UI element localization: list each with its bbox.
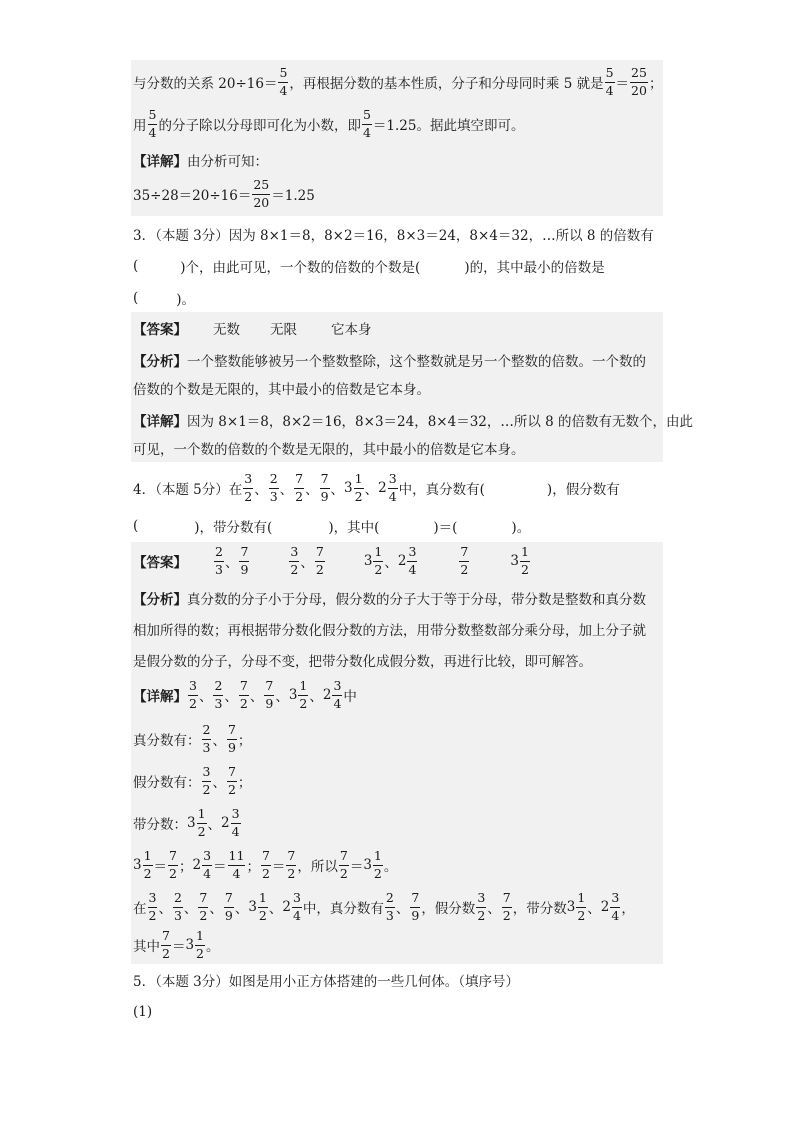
denominator: 2 (295, 488, 304, 504)
numerator: 25 (630, 67, 648, 83)
text: ，假分数 (421, 901, 476, 917)
denominator: 4 (605, 82, 614, 98)
separator: 、 (305, 482, 319, 498)
fraction (320, 473, 330, 503)
q3-detail-line-2 (133, 436, 525, 460)
text: 真分数有： (133, 733, 201, 749)
denominator: 20 (253, 194, 270, 210)
numerator: 7 (239, 546, 249, 562)
text: ＝1.25。据此填空即可。 (372, 118, 525, 134)
q3-question-line-3 (133, 286, 195, 310)
text: 3．（本题 3分）因为 8×1＝8，8×2＝16，8×3＝24，8×4＝32，…所以 8 的倍数有 (133, 228, 654, 244)
denominator: 9 (320, 488, 329, 504)
q3-answer-line (133, 316, 372, 340)
q3-analysis-line-1 (133, 348, 646, 372)
fraction (605, 67, 615, 97)
denominator: 20 (631, 82, 647, 98)
text: 中 (343, 689, 357, 705)
separator: 、 (254, 482, 268, 498)
text: )。 (511, 520, 531, 536)
equals: ＝ (615, 76, 630, 92)
q4-detail-summary: 在 $\frac{3}{2}$ 、 $\frac{2}{3}$ 、 $\frac{7}{2}$ 、 $\frac{7}{9}$ 、 3 $\frac{1}{2}$ 、 2 $\frac{3}{4}$ 中，真分数有 $\frac{2}{3}$ 、 $\frac{7}{9}$ ，假分数 $\frac{3}{2}$ 、 $\frac{7}{2}$ ，带分数 3 $\frac{1}{2}$ 、 2 $\frac{3}{4}$ ， (133, 890, 635, 923)
fraction (148, 109, 158, 139)
answer-item: 无限 (270, 322, 297, 338)
numerator: 3 (289, 546, 299, 562)
fraction (630, 67, 648, 97)
separator: 、 (234, 901, 249, 917)
numerator: 2 (269, 473, 279, 489)
q5-question-line-2 (133, 1000, 152, 1024)
separator: 、 (183, 901, 198, 917)
numerator: 7 (320, 473, 330, 489)
denominator: 2 (354, 488, 363, 504)
q4-detail-final: 其中 $\frac{7}{2}$ ＝ 3 $\frac{1}{2}$ 。 (133, 928, 220, 961)
q4-question-line-1 (133, 470, 620, 506)
q4-answer-line (133, 542, 531, 580)
separator: 、 (364, 482, 379, 498)
text: 假分数有： (133, 775, 201, 791)
numerator: 5 (362, 109, 372, 125)
whole: 2 (378, 480, 387, 496)
mixed-number: 3 $\frac{1}{2}$ (363, 544, 383, 577)
text: 4．（本题 5分）在 (133, 482, 243, 498)
q2-solution-block (131, 60, 663, 216)
fraction (269, 473, 279, 503)
text: ( (133, 518, 139, 534)
equals: ＝ (171, 939, 186, 955)
fraction (278, 67, 288, 97)
denominator: 4 (388, 488, 397, 504)
text: 带分数： (133, 817, 187, 833)
equals: ＝ (271, 859, 286, 875)
text: ； (237, 775, 252, 791)
separator: 、 (249, 689, 264, 705)
text: 是假分数的分子，分母不变，把带分数化成假分数，再进行比较，即可解答。 (133, 654, 592, 670)
text: 在 (133, 901, 147, 917)
q3-solution-block (131, 312, 694, 462)
denominator: 3 (215, 561, 223, 577)
q4-analysis-line-3 (133, 648, 592, 672)
text: 倍数的个数是无限的，其中最小的倍数是它本身。 (133, 382, 430, 398)
denominator: 2 (244, 488, 253, 504)
text: 其中 (133, 939, 160, 955)
separator: 、 (275, 689, 289, 705)
answer-label: 【答案】 (133, 322, 187, 338)
text: 一个整数能够被另一个整数整除，这个整数就是另一个整数的倍数。一个数的 (187, 354, 646, 370)
q3-analysis-line-2 (133, 376, 430, 400)
q4-analysis-line-2 (133, 617, 646, 641)
text: )，带分数有( (194, 520, 273, 536)
separator: 、 (158, 901, 172, 917)
fraction (362, 109, 372, 139)
q4-question-line-2 (133, 514, 530, 538)
mixed-number (344, 473, 365, 503)
text: ， (621, 901, 635, 917)
text: )个，由此可见，一个数的倍数的个数是( (180, 260, 421, 276)
fraction (252, 179, 270, 209)
numerator: 7 (294, 473, 304, 489)
text: 相加所得的数；再根据带分数化假分数的方法，用带分数整数部分乘分母，加上分子就 (133, 623, 646, 639)
numerator: 5 (278, 67, 288, 83)
denominator: 4 (362, 124, 371, 140)
separator: 、 (279, 482, 294, 498)
q3-question-line-1 (133, 222, 654, 246)
text: ； (648, 76, 663, 92)
numerator: 1 (354, 473, 364, 489)
equals: ＝ (153, 859, 168, 875)
text: 用 (133, 118, 147, 134)
separator: 、 (212, 733, 226, 749)
q4-detail-proper: 真分数有： $\frac{2}{3}$ 、 $\frac{7}{9}$ ； (133, 722, 252, 755)
q4-analysis-line-1 (133, 586, 646, 610)
answer-item: 无数 (213, 322, 240, 338)
whole: 3 (344, 480, 353, 496)
denominator: 3 (269, 488, 278, 504)
fraction (315, 546, 325, 576)
text: 。 (383, 859, 398, 875)
fraction (214, 546, 224, 576)
mixed-number (378, 473, 399, 503)
separator: 、 (587, 901, 601, 917)
text: 中，真分数有 (302, 901, 384, 917)
q5-question-line-1 (133, 968, 519, 992)
separator: 、 (487, 901, 501, 917)
q2-analysis-line-1 (133, 64, 662, 100)
separator: 、 (198, 689, 213, 705)
text: )的，其中最小的倍数是 (464, 260, 605, 276)
separator: 、 (330, 482, 345, 498)
answer-label: 【答案】 (133, 555, 187, 571)
mixed-number: 2 $\frac{3}{4}$ (397, 544, 417, 577)
text: ( (133, 290, 139, 306)
numerator: 5 (148, 109, 158, 125)
q3-question-line-2 (133, 254, 605, 278)
q3-detail-line-1 (133, 408, 693, 432)
separator: 、 (207, 817, 222, 833)
q4-detail-improper: 假分数有： $\frac{3}{2}$ 、 $\frac{7}{2}$ ； (133, 764, 252, 797)
numerator: 3 (388, 473, 398, 489)
q4-solution-block (131, 542, 663, 964)
text: 。 (206, 939, 220, 955)
q2-analysis-line-2 (133, 106, 524, 142)
text: ； (246, 859, 260, 875)
text: 可见，一个数的倍数的个数是无限的，其中最小的倍数是它本身。 (133, 442, 525, 458)
q4-detail-mixed: 带分数： 3 $\frac{1}{2}$ 、 2 $\frac{3}{4}$ (133, 806, 240, 839)
q2-detail-equation (133, 176, 315, 212)
separator: 、 (224, 555, 239, 571)
denominator: 9 (240, 561, 249, 577)
denominator: 4 (148, 124, 157, 140)
separator: 、 (212, 775, 226, 791)
text: 35÷28＝20÷16＝ (133, 188, 252, 204)
separator: 、 (395, 901, 410, 917)
text: 中，真分数有( (398, 482, 485, 498)
separator: 、 (309, 689, 323, 705)
text: 因为 8×1＝8，8×2＝16，8×3＝24，8×4＝32，…所以 8 的倍数有无数个，由此 (187, 414, 694, 430)
numerator: 5 (605, 67, 615, 83)
text: ，带分数 (512, 901, 567, 917)
numerator: 2 (214, 546, 224, 562)
q2-detail-line (133, 148, 268, 172)
answer-item: 它本身 (331, 322, 372, 338)
text: )，假分数有 (546, 482, 620, 498)
text: (1) (133, 1004, 153, 1020)
text: )。 (176, 292, 196, 308)
equals: ＝ (349, 859, 364, 875)
detail-label: 【详解】 (133, 154, 187, 170)
text: 由分析可知： (187, 154, 268, 170)
text: 与分数的关系 20÷16＝ (133, 76, 278, 92)
detail-label: 【详解】 (133, 414, 187, 430)
text: ，所以 (297, 859, 338, 875)
numerator: 7 (315, 546, 325, 562)
text: ，再根据分数的基本性质，分子和分母同时乘 5 就是 (289, 76, 604, 92)
analysis-label: 【分析】 (133, 592, 187, 608)
text: 真分数的分子小于分母，假分数的分子大于等于分母，带分数是整数和真分数 (187, 592, 646, 608)
separator: 、 (209, 901, 223, 917)
separator: 、 (268, 901, 283, 917)
text: )，其中( (328, 520, 380, 536)
text: ； (179, 859, 193, 875)
analysis-label: 【分析】 (133, 354, 187, 370)
separator: 、 (224, 689, 238, 705)
text: 5．（本题 3分）如图是用小正方体搭建的一些几何体。（填序号） (133, 974, 519, 990)
text: ＝1.25 (271, 188, 315, 204)
separator: 、 (300, 555, 314, 571)
denominator: 4 (279, 82, 288, 98)
denominator: 2 (315, 561, 324, 577)
fraction (294, 473, 304, 503)
mixed-number: 3 $\frac{1}{2}$ (510, 544, 529, 577)
q4-detail-conversion: 3 $\frac{1}{2}$ ＝ $\frac{7}{2}$ ； 2 $\frac{3}{4}$ ＝ $\frac{11}{4}$ ； $\frac{7}{2}$ ＝ $\frac{7}{2}$ ，所以 $\frac{7}{2}$ ＝ 3 $\frac{1}{2}$ 。 (133, 848, 398, 881)
detail-label: 【详解】 (133, 689, 187, 705)
text: ( (133, 258, 139, 274)
numerator: 3 (243, 473, 253, 489)
separator: 、 (384, 555, 398, 571)
denominator: 2 (290, 561, 299, 577)
text: ； (237, 733, 252, 749)
fraction: $\frac{7}{2}$ (460, 544, 469, 577)
fraction (239, 546, 249, 576)
fraction (243, 473, 253, 503)
text: 的分子除以分母即可化为小数，即 (158, 118, 361, 134)
q4-detail-line-1: 【详解】 $\frac{3}{2}$ 、 $\frac{2}{3}$ 、 $\frac{7}{2}$ 、 $\frac{7}{9}$ 、 3 $\frac{1}{2}$ 、 2 $\frac{3}{4}$ 中 (133, 678, 357, 711)
numerator: 25 (252, 179, 270, 195)
fraction (289, 546, 299, 576)
equals: ＝ (213, 859, 227, 875)
text: )＝( (433, 520, 458, 536)
